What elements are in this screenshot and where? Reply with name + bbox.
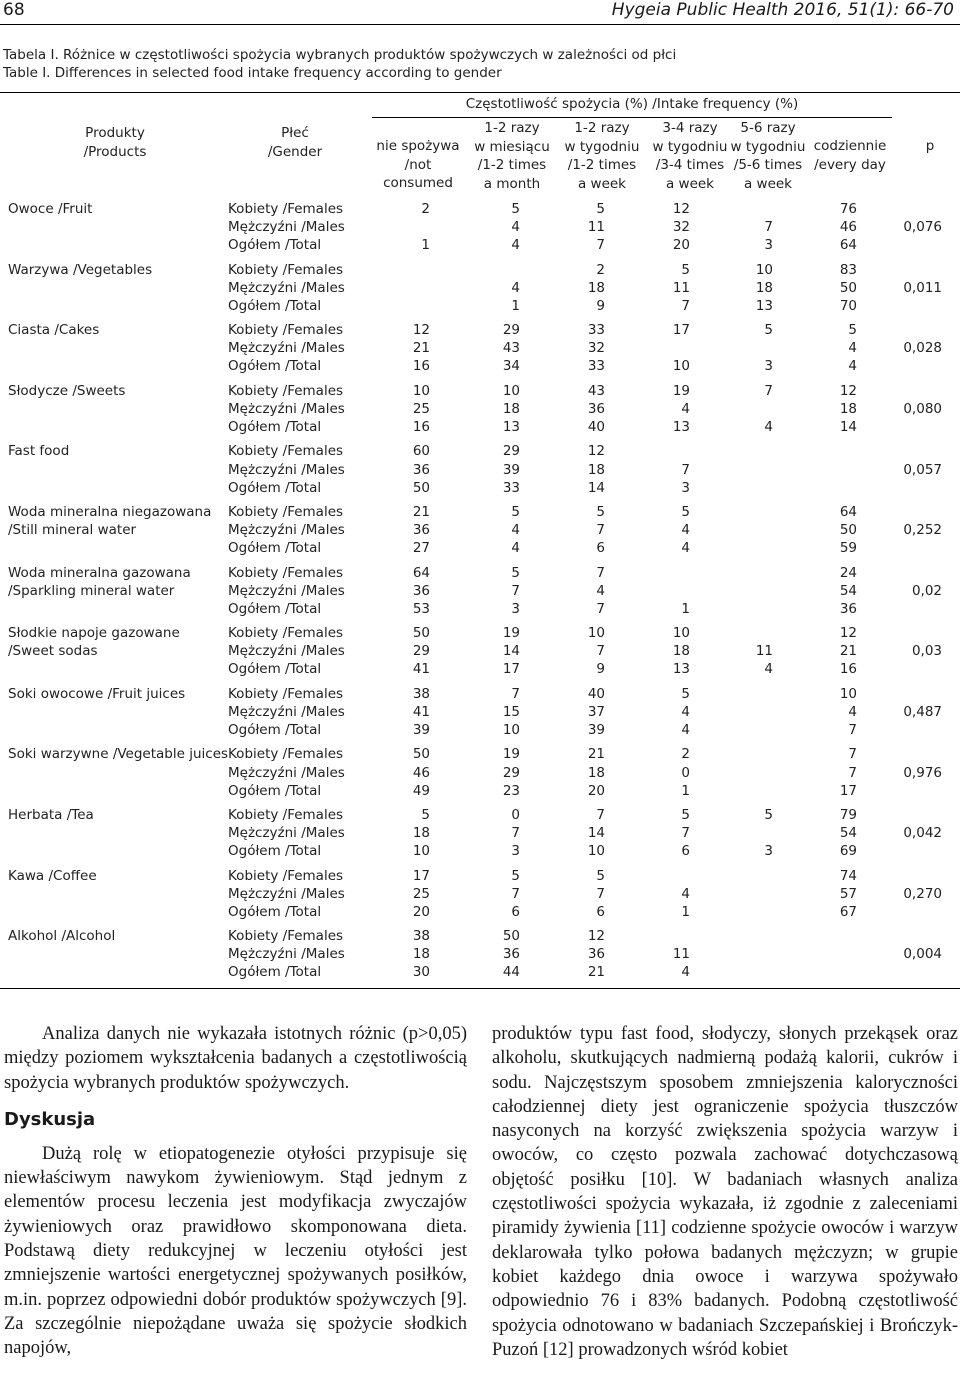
table-cell: 4 xyxy=(511,237,520,254)
table-cell: 12 xyxy=(412,322,430,339)
product-name: Warzywa /Vegetables xyxy=(8,261,153,278)
table-cell: 7 xyxy=(764,382,773,399)
p-value: 0,270 xyxy=(903,885,942,902)
table-cell: 46 xyxy=(412,764,430,781)
gender-label: Ogółem /Total xyxy=(228,237,322,254)
table-cell: 25 xyxy=(412,400,430,417)
section-heading: Dyskusja xyxy=(4,1108,96,1130)
table-cell: 17 xyxy=(839,782,857,799)
table-cell: 7 xyxy=(681,461,690,478)
table-cell: 14 xyxy=(587,479,605,496)
table-cell: 10 xyxy=(502,722,520,738)
header-freq-col: codziennie xyxy=(813,138,887,154)
p-value: 0,011 xyxy=(903,279,942,296)
header-freq-col: 3-4 razy xyxy=(662,120,718,136)
table-cell: 4 xyxy=(681,522,690,539)
table-cell: 10 xyxy=(672,625,690,642)
table-cell: 50 xyxy=(839,279,857,296)
p-value: 0,057 xyxy=(903,461,942,478)
table-cell: 33 xyxy=(502,479,520,496)
table-cell: 17 xyxy=(502,661,520,678)
product-name: /Sweet sodas xyxy=(8,643,98,660)
product-name: /Still mineral water xyxy=(8,522,137,539)
table-cell: 41 xyxy=(412,661,430,678)
table-cell: 2 xyxy=(421,201,430,217)
table-cell: 7 xyxy=(681,825,690,842)
table-cell: 50 xyxy=(502,928,520,945)
table-cell: 21 xyxy=(839,643,857,660)
header-freq-col: a month xyxy=(483,175,541,192)
table-cell: 50 xyxy=(412,746,430,763)
table-cell: 5 xyxy=(596,504,605,520)
header-freq-col: /1-2 times xyxy=(567,157,637,173)
table-cell: 1 xyxy=(681,600,690,617)
gender-label: Kobiety /Females xyxy=(228,261,344,278)
gender-label: Kobiety /Females xyxy=(228,625,344,642)
product-name: Woda mineralna gazowana xyxy=(8,564,191,581)
gender-label: Ogółem /Total xyxy=(228,358,322,375)
product-name: /Sparkling mineral water xyxy=(8,582,175,599)
gender-label: Kobiety /Females xyxy=(228,564,344,581)
product-name: Kawa /Coffee xyxy=(8,867,97,884)
gender-label: Ogółem /Total xyxy=(228,782,322,799)
table-cell: 76 xyxy=(839,201,857,217)
body-paragraph: Analiza danych nie wykazała istotnych różnic (p>0,05) między poziomem wykształcenia badanych a częstotliwością spożycia wybranych produktów spożywczych. xyxy=(4,1024,467,1093)
product-name: Ciasta /Cakes xyxy=(8,322,100,339)
table-cell: 0 xyxy=(681,764,690,781)
table-cell: 5 xyxy=(511,867,520,884)
journal-title: Hygeia Public Health 2016, 51(1): 66-70 xyxy=(611,0,954,20)
p-value: 0,028 xyxy=(903,340,942,357)
table-cell: 1 xyxy=(511,297,520,314)
table-cell: 19 xyxy=(502,746,520,763)
table-cell: 19 xyxy=(502,625,520,642)
product-name: Soki owocowe /Fruit juices xyxy=(8,685,186,702)
gender-label: Mężczyźni /Males xyxy=(228,461,345,478)
table-cell: 18 xyxy=(672,643,690,660)
table-cell: 64 xyxy=(412,564,430,581)
table-cell: 27 xyxy=(412,540,430,557)
table-cell: 46 xyxy=(839,219,857,236)
freq-group-rule xyxy=(372,117,892,118)
table-cell: 18 xyxy=(412,946,430,963)
table-top-rule xyxy=(0,92,960,93)
table-cell: 33 xyxy=(587,322,605,339)
table-cell: 33 xyxy=(587,358,605,375)
gender-label: Kobiety /Females xyxy=(228,807,344,823)
header-freq-col: /1-2 times xyxy=(477,157,547,173)
product-name: Owoce /Fruit xyxy=(8,201,93,217)
table-cell: 41 xyxy=(412,703,430,720)
gender-label: Mężczyźni /Males xyxy=(228,703,345,720)
gender-label: Kobiety /Females xyxy=(228,746,344,763)
gender-label: Ogółem /Total xyxy=(228,722,322,738)
body-paragraph: produktów typu fast food, słodyczy, słonych przekąsek oraz alkoholu, skutkujących nadmierną podażą kalorii, cukrów i sodu. Najczęstszym sposobem zmniejszenia kaloryczności całodziennej diety jest ograniczenie spożycia tłuszczów nasyconych na korzyść zwiększenia spożycia warzyw i owoców, co często pozwala zachować dotychczasową objętość posiłku [10]. W badaniach własnych analiza częstotliwości spożycia wykazała, iż zgodnie z zaleceniami piramidy żywienia [11] codzienne spożycie owoców i warzyw deklarowała tylko połowa badanych mężczyzn; w grupie kobiet każdego dnia owoce i warzywa spożywało odpowiednio 76 i 83% badanych. Podobną częstotliwość spożycia odnotowano w badaniach Szczepańskiej i Brończyk-Puzoń [12] prowadzonych wśród kobiet xyxy=(492,1024,958,1360)
p-value: 0,004 xyxy=(903,946,942,963)
page-number: 68 xyxy=(3,0,25,20)
table-cell: 19 xyxy=(672,382,690,399)
table-cell: 5 xyxy=(764,322,773,339)
gender-label: Kobiety /Females xyxy=(228,685,344,702)
gender-label: Mężczyźni /Males xyxy=(228,764,345,781)
table-cell: 13 xyxy=(672,661,690,678)
table-cell: 5 xyxy=(848,322,857,339)
table-cell: 5 xyxy=(511,564,520,581)
table-cell: 18 xyxy=(412,825,430,842)
table-cell: 11 xyxy=(587,219,605,236)
table-cell: 43 xyxy=(502,340,520,357)
gender-label: Mężczyźni /Males xyxy=(228,582,345,599)
table-cell: 3 xyxy=(511,843,520,860)
table-cell: 38 xyxy=(412,928,430,945)
table-cell: 16 xyxy=(412,419,430,435)
header-freq-col: 5-6 razy xyxy=(740,120,796,136)
header-freq-col: 1-2 razy xyxy=(574,120,630,136)
table-cell: 5 xyxy=(681,504,690,520)
table-cell: 44 xyxy=(502,964,520,981)
table-cell: 29 xyxy=(412,643,430,660)
header-freq-col: /every day xyxy=(814,156,886,173)
table-cell: 4 xyxy=(511,540,520,557)
header-products: Produkty xyxy=(85,125,145,141)
table-cell: 1 xyxy=(681,903,690,920)
table-cell: 20 xyxy=(672,237,690,254)
table-cell: 9 xyxy=(596,297,605,314)
table-cell: 36 xyxy=(412,461,430,478)
table-cell: 9 xyxy=(596,661,605,678)
header-freq-col: a week xyxy=(743,175,793,192)
table-cell: 4 xyxy=(681,540,690,557)
table-cell: 3 xyxy=(764,358,773,375)
table-cell: 17 xyxy=(412,867,430,884)
table-cell: 7 xyxy=(596,600,605,617)
table-cell: 4 xyxy=(681,400,690,417)
body-column-left xyxy=(4,1022,467,1361)
table-cell: 83 xyxy=(839,261,857,278)
product-name: Słodkie napoje gazowane xyxy=(8,625,180,642)
table-cell: 21 xyxy=(412,504,430,520)
table-cell: 40 xyxy=(587,419,605,435)
p-value: 0,976 xyxy=(903,764,942,781)
table-cell: 7 xyxy=(511,582,520,599)
table-cell: 64 xyxy=(839,237,857,254)
table-cell: 39 xyxy=(412,722,430,738)
table-cell: 16 xyxy=(839,661,857,678)
table-cell: 4 xyxy=(764,419,773,435)
table-cell: 2 xyxy=(681,746,690,763)
table-cell: 7 xyxy=(511,885,520,902)
table-cell: 25 xyxy=(412,885,430,902)
table-cell: 43 xyxy=(587,382,605,399)
header-freq-col: /5-6 times xyxy=(733,157,803,173)
table-cell: 5 xyxy=(681,807,690,823)
header-freq-col: /not consumed xyxy=(383,156,453,191)
table-cell: 4 xyxy=(848,703,857,720)
product-name: Soki warzywne /Vegetable juices xyxy=(8,746,229,763)
table-cell: 1 xyxy=(681,782,690,799)
table-cell: 18 xyxy=(587,461,605,478)
table-cell: 40 xyxy=(587,685,605,702)
table-cell: 20 xyxy=(587,782,605,799)
product-name: Herbata /Tea xyxy=(8,807,94,823)
table-cell: 13 xyxy=(755,297,773,314)
header-p: p xyxy=(925,138,935,154)
table-cell: 32 xyxy=(672,219,690,236)
table-cell: 38 xyxy=(412,685,430,702)
table-cell: 12 xyxy=(839,625,857,642)
p-value: 0,042 xyxy=(903,825,942,842)
gender-label: Ogółem /Total xyxy=(228,600,322,617)
table-cell: 4 xyxy=(681,703,690,720)
table-cell: 4 xyxy=(848,340,857,357)
table-cell: 5 xyxy=(681,261,690,278)
table-cell: 6 xyxy=(511,903,520,920)
gender-label: Mężczyźni /Males xyxy=(228,643,345,660)
gender-label: Kobiety /Females xyxy=(228,867,344,884)
p-value: 0,487 xyxy=(903,703,942,720)
gender-label: Kobiety /Females xyxy=(228,928,344,945)
table-cell: 36 xyxy=(502,946,520,963)
gender-label: Ogółem /Total xyxy=(228,419,322,435)
table-cell: 5 xyxy=(764,807,773,823)
table-caption-pl: Tabela I. Różnice w częstotliwości spożycia wybranych produktów spożywczych w zależności od płci xyxy=(3,47,677,63)
gender-label: Kobiety /Females xyxy=(228,382,344,399)
header-freq-col: /3-4 times xyxy=(655,157,725,173)
header-freq-col: w tygodniu xyxy=(730,138,806,155)
table-cell: 5 xyxy=(511,504,520,520)
table-cell: 18 xyxy=(587,764,605,781)
table-cell: 4 xyxy=(681,885,690,902)
table-cell: 6 xyxy=(596,540,605,557)
table-cell: 67 xyxy=(839,903,857,920)
table-cell: 36 xyxy=(839,600,857,617)
gender-label: Mężczyźni /Males xyxy=(228,400,345,417)
table-cell: 10 xyxy=(412,843,430,860)
table-cell: 21 xyxy=(587,964,605,981)
table-cell: 18 xyxy=(755,279,773,296)
header-freq-col: w tygodniu xyxy=(652,138,728,155)
table-cell: 4 xyxy=(511,522,520,539)
table-cell: 4 xyxy=(848,358,857,375)
table-cell: 16 xyxy=(412,358,430,375)
product-name: Alkohol /Alcohol xyxy=(8,928,116,945)
gender-label: Mężczyźni /Males xyxy=(228,279,345,296)
table-cell: 7 xyxy=(596,564,605,581)
table-cell: 3 xyxy=(764,237,773,254)
gender-label: Kobiety /Females xyxy=(228,322,344,339)
table-cell: 5 xyxy=(596,867,605,884)
table-cell: 20 xyxy=(412,903,430,920)
header-gender: /Gender xyxy=(267,144,323,160)
table-cell: 4 xyxy=(596,582,605,599)
body-paragraph: Dużą rolę w etiopatogenezie otyłości przypisuje się niewłaściwym nawykom żywieniowym. Stąd jednym z elementów procesu leczenia jest modyfikacja zwyczajów żywieniowych oraz prawidłowo skomponowana dieta. Podstawą diety redukcyjnej w leczeniu otyłości jest zmniejszenie wartości energetycznej spożywanych posiłków, m.in. poprzez odpowiedni dobór produktów spożywczych [9]. Za szczególnie niepożądane uważa się spożycie słodkich napojów, xyxy=(4,1143,467,1359)
table-cell: 14 xyxy=(839,419,857,435)
table-cell: 59 xyxy=(839,540,857,557)
gender-label: Ogółem /Total xyxy=(228,903,322,920)
table-cell: 54 xyxy=(839,825,857,842)
header-freq-col: 1-2 razy xyxy=(484,120,540,136)
table-cell: 11 xyxy=(755,643,773,660)
body-column-right xyxy=(492,1022,958,1362)
table-cell: 7 xyxy=(511,825,520,842)
table-cell: 69 xyxy=(839,843,857,860)
header-freq-col: w miesiącu xyxy=(474,138,550,155)
table-cell: 17 xyxy=(672,322,690,339)
table-cell: 7 xyxy=(681,297,690,314)
table-cell: 57 xyxy=(839,885,857,902)
table-cell: 7 xyxy=(848,746,857,763)
table-cell: 29 xyxy=(502,443,520,460)
table-cell: 10 xyxy=(587,625,605,642)
gender-label: Mężczyźni /Males xyxy=(228,825,345,842)
table-cell: 36 xyxy=(412,582,430,599)
table-cell: 14 xyxy=(587,825,605,842)
table-cell: 3 xyxy=(511,600,520,617)
header-freq-col: w tygodniu xyxy=(564,138,640,155)
gender-label: Mężczyźni /Males xyxy=(228,946,345,963)
table-cell: 7 xyxy=(848,722,857,738)
table-cell: 10 xyxy=(755,261,773,278)
table-cell: 50 xyxy=(412,479,430,496)
table-cell: 12 xyxy=(672,201,690,217)
table-cell: 36 xyxy=(412,522,430,539)
table-cell: 50 xyxy=(412,625,430,642)
table-cell: 36 xyxy=(587,400,605,417)
table-cell: 7 xyxy=(511,685,520,702)
table-cell: 18 xyxy=(502,400,520,417)
table-cell: 12 xyxy=(839,382,857,399)
table-cell: 70 xyxy=(839,297,857,314)
product-name: Fast food xyxy=(8,443,70,460)
table-cell: 36 xyxy=(587,946,605,963)
gender-label: Kobiety /Females xyxy=(228,201,344,217)
table-caption-en: Table I. Differences in selected food intake frequency according to gender xyxy=(3,65,502,81)
table-cell: 14 xyxy=(502,643,520,660)
table-cell: 29 xyxy=(502,764,520,781)
gender-label: Kobiety /Females xyxy=(228,504,344,520)
table-cell: 4 xyxy=(681,964,690,981)
table-cell: 7 xyxy=(596,643,605,660)
table-cell: 13 xyxy=(672,419,690,435)
table-cell: 39 xyxy=(587,722,605,738)
table-cell: 7 xyxy=(596,885,605,902)
table-cell: 5 xyxy=(681,685,690,702)
table-cell: 23 xyxy=(502,782,520,799)
table-cell: 2 xyxy=(596,261,605,278)
p-value: 0,076 xyxy=(903,219,942,236)
header-freq-col: a week xyxy=(665,175,715,192)
table-cell: 34 xyxy=(502,358,520,375)
table-cell: 54 xyxy=(839,582,857,599)
gender-label: Ogółem /Total xyxy=(228,479,322,496)
table-cell: 39 xyxy=(502,461,520,478)
table-cell: 50 xyxy=(839,522,857,539)
table-cell: 18 xyxy=(839,400,857,417)
gender-label: Mężczyźni /Males xyxy=(228,522,345,539)
product-name: Woda mineralna niegazowana xyxy=(8,504,212,520)
p-value: 0,03 xyxy=(911,643,942,660)
p-value: 0,252 xyxy=(903,522,942,539)
table-cell: 10 xyxy=(839,685,857,702)
gender-label: Ogółem /Total xyxy=(228,843,322,860)
table-cell: 60 xyxy=(412,443,430,460)
table-cell: 5 xyxy=(596,201,605,217)
table-cell: 5 xyxy=(511,201,520,217)
gender-label: Ogółem /Total xyxy=(228,964,322,981)
table-cell: 21 xyxy=(587,746,605,763)
gender-label: Ogółem /Total xyxy=(228,540,322,557)
table-cell: 3 xyxy=(681,479,690,496)
header-gender: Płeć xyxy=(281,125,309,141)
table-cell: 24 xyxy=(839,564,857,581)
header-products: /Products xyxy=(83,144,147,160)
table-cell: 10 xyxy=(587,843,605,860)
gender-label: Mężczyźni /Males xyxy=(228,219,345,236)
table-cell: 7 xyxy=(596,807,605,823)
gender-label: Ogółem /Total xyxy=(228,297,322,314)
table-cell: 15 xyxy=(502,703,520,720)
table-cell: 29 xyxy=(502,322,520,339)
table-cell: 11 xyxy=(672,946,690,963)
table-bottom-rule xyxy=(0,988,960,989)
table-cell: 30 xyxy=(412,964,430,981)
table-cell: 10 xyxy=(672,358,690,375)
gender-label: Ogółem /Total xyxy=(228,661,322,678)
table-cell: 4 xyxy=(681,722,690,738)
table-cell: 4 xyxy=(764,661,773,678)
gender-label: Kobiety /Females xyxy=(228,443,344,460)
freq-group-header: Częstotliwość spożycia (%) /Intake frequency (%) xyxy=(465,96,799,112)
table-cell: 7 xyxy=(764,219,773,236)
table-cell: 37 xyxy=(587,703,605,720)
table-cell: 13 xyxy=(502,419,520,435)
table-cell: 10 xyxy=(502,382,520,399)
table-cell: 21 xyxy=(412,340,430,357)
product-name: Słodycze /Sweets xyxy=(8,382,126,399)
header-freq-col: a week xyxy=(577,175,627,192)
table-cell: 49 xyxy=(412,782,430,799)
table-cell: 11 xyxy=(672,279,690,296)
table-cell: 10 xyxy=(412,382,430,399)
table-cell: 32 xyxy=(587,340,605,357)
table-cell: 3 xyxy=(764,843,773,860)
p-value: 0,080 xyxy=(903,400,942,417)
table-cell: 5 xyxy=(421,807,430,823)
table-cell: 74 xyxy=(839,867,857,884)
table-cell: 4 xyxy=(511,219,520,236)
table-cell: 64 xyxy=(839,504,857,520)
table-cell: 7 xyxy=(848,764,857,781)
table-cell: 18 xyxy=(587,279,605,296)
table-cell: 6 xyxy=(596,903,605,920)
header-freq-col: nie spożywa xyxy=(376,138,460,154)
gender-label: Mężczyźni /Males xyxy=(228,340,345,357)
table-cell: 7 xyxy=(596,522,605,539)
table-cell: 53 xyxy=(412,600,430,617)
table-cell: 0 xyxy=(511,807,520,823)
p-value: 0,02 xyxy=(911,582,942,599)
page-header xyxy=(0,0,960,25)
table-cell: 6 xyxy=(681,843,690,860)
table-cell: 79 xyxy=(839,807,857,823)
table-cell: 7 xyxy=(596,237,605,254)
table-cell: 4 xyxy=(511,279,520,296)
gender-label: Mężczyźni /Males xyxy=(228,885,345,902)
table-cell: 12 xyxy=(587,443,605,460)
table-cell: 1 xyxy=(421,237,430,254)
table-cell: 12 xyxy=(587,928,605,945)
